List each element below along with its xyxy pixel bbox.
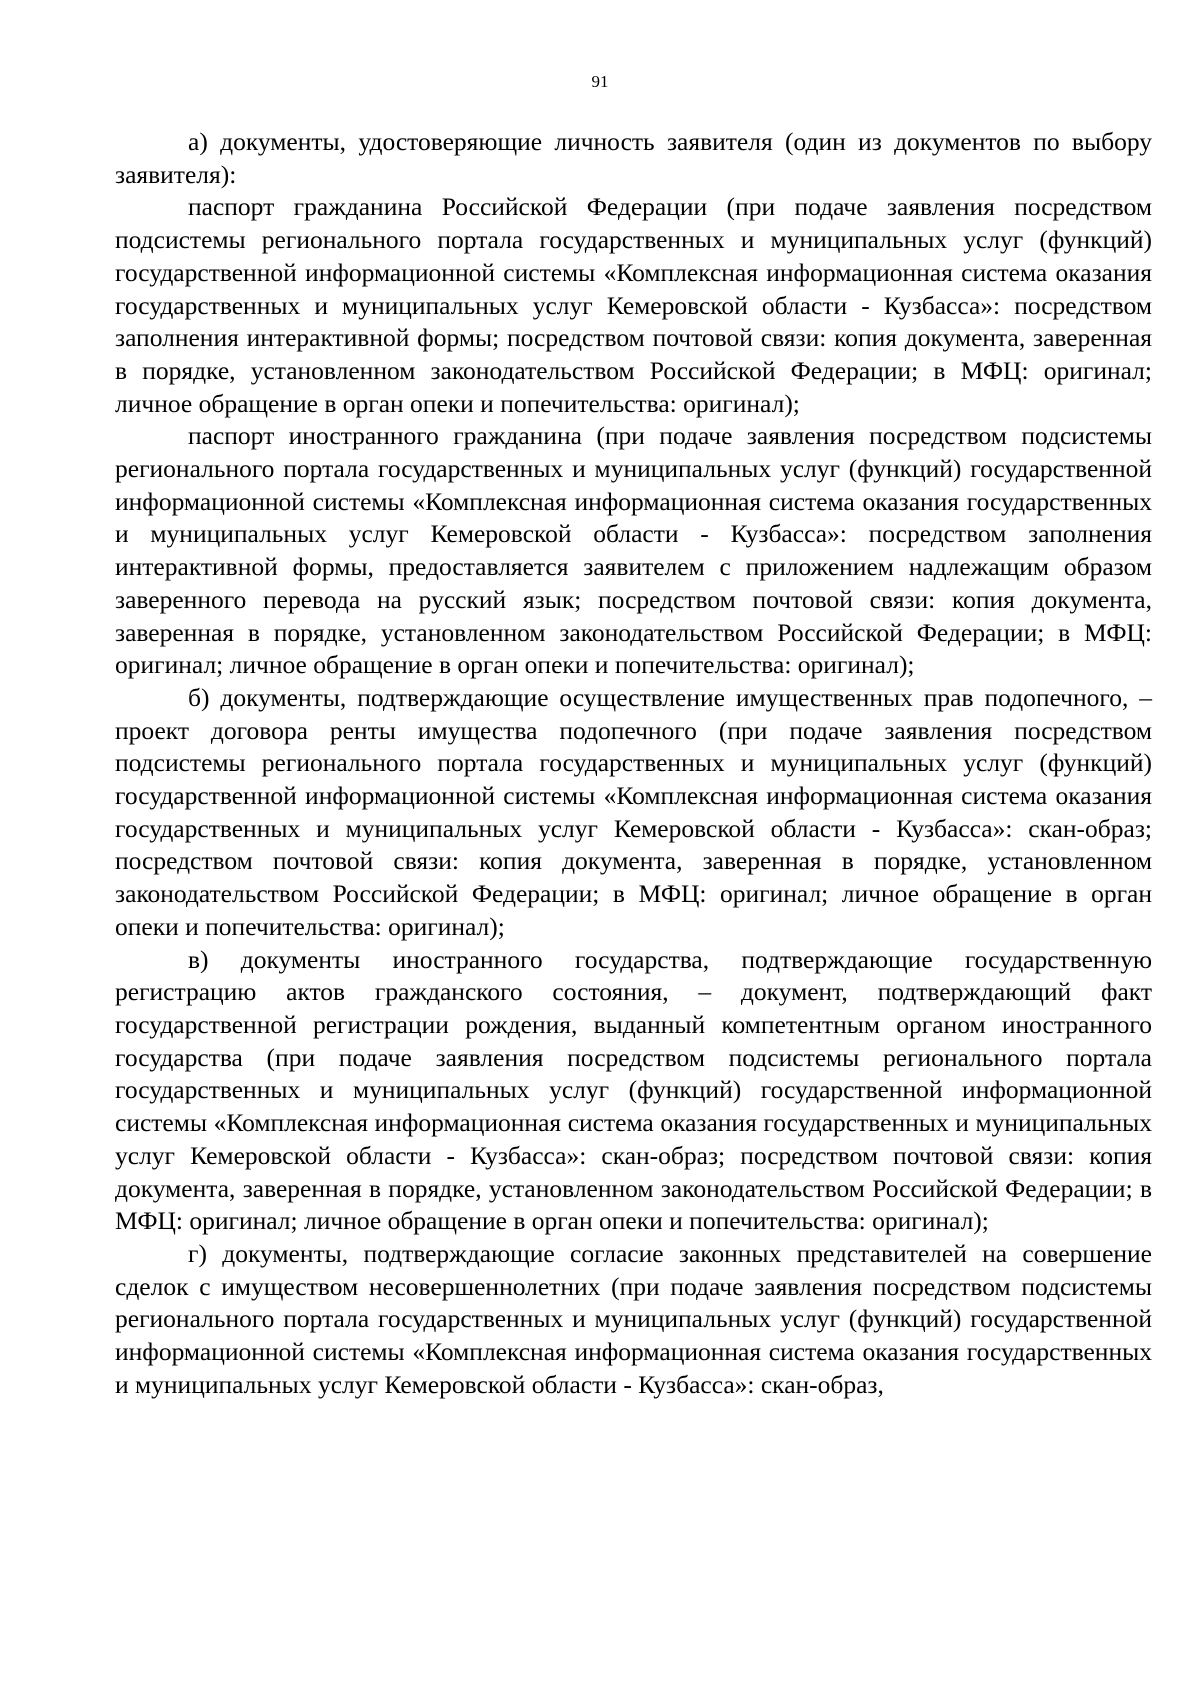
paragraph-a-identity-documents: а) документы, удостоверяющие личность заявителя (один из документов по выбору заявителя): (115, 127, 1152, 189)
paragraph-v-foreign-state-documents: в) документы иностранного государства, подтверждающие государственную регистрацию актов гражданского состояния, – документ, подтверждающий факт государственной регистрации рождения, выданный компетентным органом иностранного государства (при подаче заявления посредством подсистемы регионального портала государственных и муниципальных услуг (функций) государственной информационной системы «Комплексная информационная система оказания государственных и муниципальных услуг Кемеровской области - Кузбасса»: скан-образ; посредством почтовой связи: копия документа, заверенная в порядке, установленном законодательством Российской Федерации; в МФЦ: оригинал; личное обращение в орган опеки и попечительства: оригинал); (115, 944, 1152, 1236)
document-body (115, 126, 1152, 1401)
paragraph-foreign-passport: паспорт иностранного гражданина (при подаче заявления посредством подсистемы регионального портала государственных и муниципальных услуг (функций) государственной информационной системы «Комплексная информационная система оказания государственных и муниципальных услуг Кемеровской области - Кузбасса»: посредством заполнения интерактивной формы, предоставляется заявителем с приложением надлежащим образом заверенного перевода на русский язык; посредством почтовой связи: копия документа, заверенная в порядке, установленном законодательством Российской Федерации; в МФЦ: оригинал; личное обращение в орган опеки и попечительства: оригинал); (115, 421, 1152, 680)
page-number: 91 (591, 72, 609, 91)
paragraph-b-property-rights: б) документы, подтверждающие осуществление имущественных прав подопечного, – проект договора ренты имущества подопечного (при подаче заявления посредством подсистемы регионального портала государственных и муниципальных услуг (функций) государственной информационной системы «Комплексная информационная система оказания государственных и муниципальных услуг Кемеровской области - Кузбасса»: скан-образ; посредством почтовой связи: копия документа, заверенная в порядке, установленном законодательством Российской Федерации; в МФЦ: оригинал; личное обращение в орган опеки и попечительства: оригинал); (115, 682, 1152, 941)
paragraph-g-legal-representatives-consent: г) документы, подтверждающие согласие законных представителей на совершение сделок с имуществом несовершеннолетних (при подаче заявления посредством подсистемы регионального портала государственных и муниципальных услуг (функций) государственной информационной системы «Комплексная информационная система оказания государственных и муниципальных услуг Кемеровской области - Кузбасса»: скан-образ, (115, 1238, 1152, 1399)
paragraph-passport-rf: паспорт гражданина Российской Федерации (при подаче заявления посредством подсистемы регионального портала государственных и муниципальных услуг (функций) государственной информационной системы «Комплексная информационная система оказания государственных и муниципальных услуг Кемеровской области - Кузбасса»: посредством заполнения интерактивной формы; посредством почтовой связи: копия документа, заверенная в порядке, установленном законодательством Российской Федерации; в МФЦ: оригинал; личное обращение в орган опеки и попечительства: оригинал); (115, 192, 1152, 418)
